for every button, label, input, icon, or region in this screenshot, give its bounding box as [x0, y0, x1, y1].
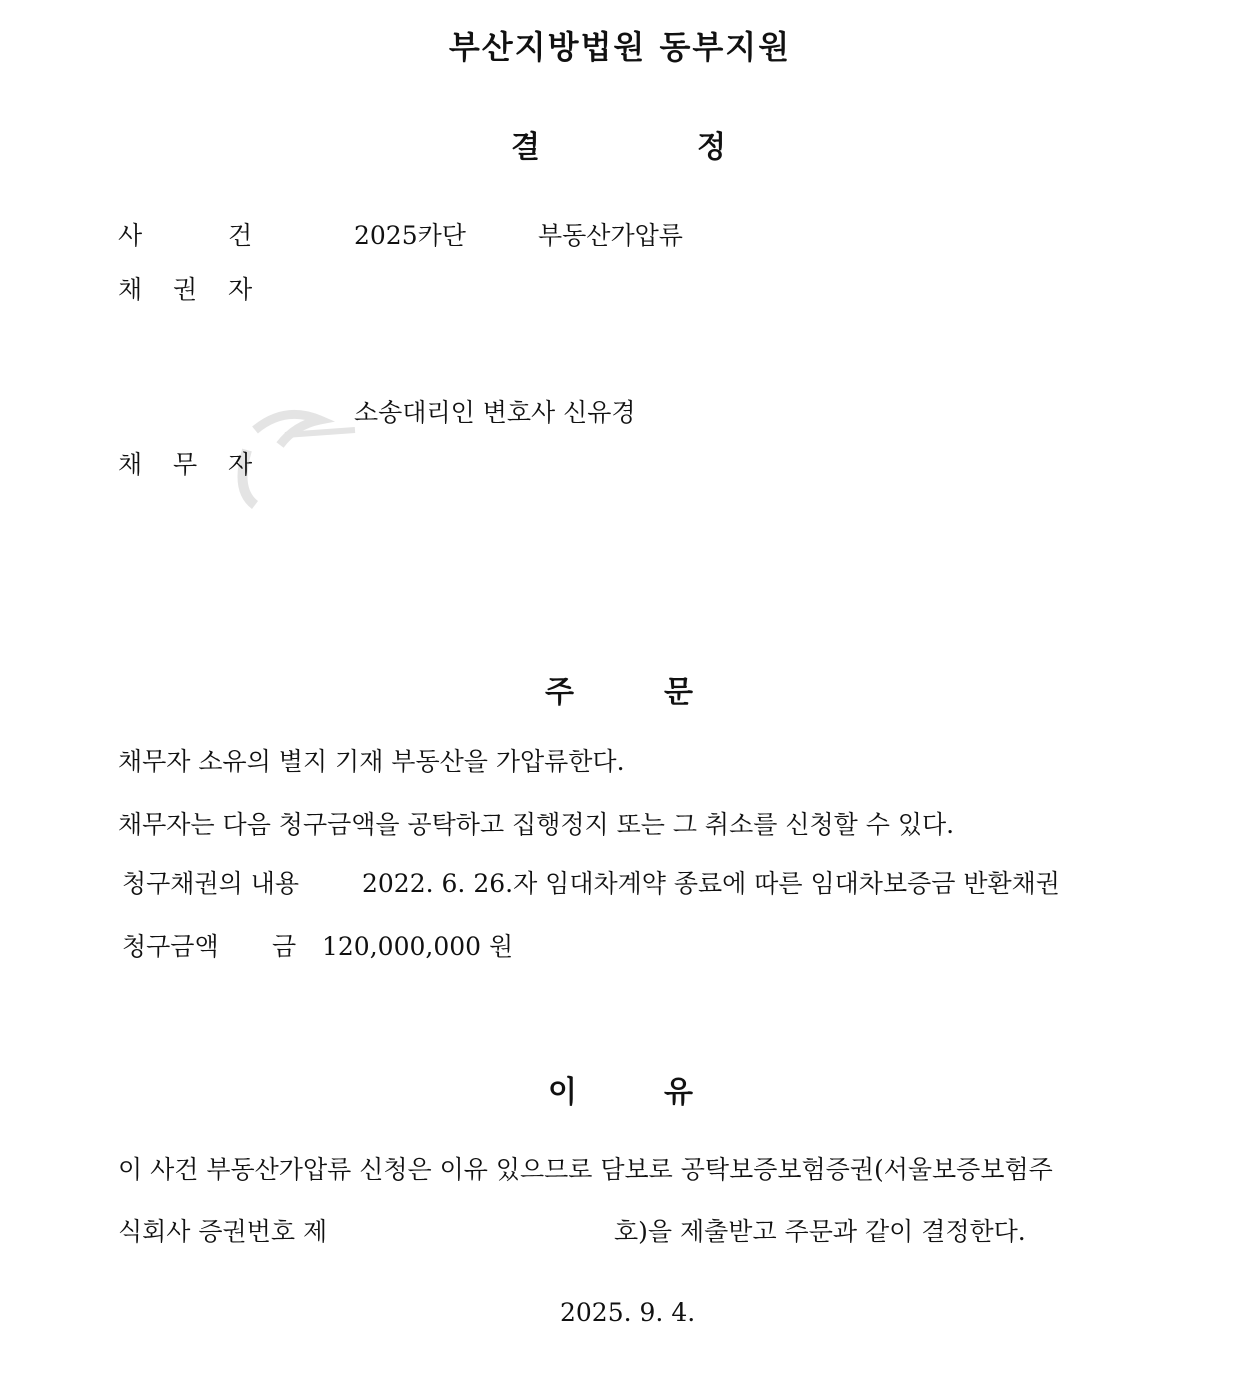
debtor-label-char-1: 채	[118, 450, 143, 479]
reason-heading-char-1: 이	[548, 1075, 577, 1110]
reason-line-2-end: 호)을 제출받고 주문과 같이 결정한다.	[614, 1217, 1026, 1246]
title-char-2: 정	[697, 130, 726, 165]
order-heading-char-1: 주	[545, 675, 574, 710]
case-label-char-1: 사	[118, 221, 143, 250]
creditor-label-char-1: 채	[118, 275, 143, 304]
claim-content-value: 2022. 6. 26.자 임대차계약 종료에 따른 임대차보증금 반환채권	[362, 869, 1060, 898]
case-name: 부동산가압류	[538, 221, 683, 250]
court-name: 부산지방법원 동부지원	[448, 28, 792, 66]
creditor-label-char-3: 자	[228, 275, 253, 304]
case-number: 2025카단	[354, 221, 466, 250]
order-heading-char-2: 문	[664, 675, 693, 710]
claim-content-label: 청구채권의 내용	[122, 869, 299, 898]
reason-line-1: 이 사건 부동산가압류 신청은 이유 있으므로 담보로 공탁보증보험증권(서울보증보험주	[118, 1155, 1053, 1184]
claim-amount-label: 청구금액	[122, 932, 219, 961]
order-line-1: 채무자 소유의 별지 기재 부동산을 가압류한다.	[118, 747, 625, 776]
reason-line-2-start: 식회사 증권번호 제	[118, 1217, 328, 1246]
claim-amount-value: 120,000,000 원	[322, 932, 514, 961]
debtor-label-char-3: 자	[228, 450, 253, 479]
reason-heading-char-2: 유	[664, 1075, 693, 1110]
creditor-label-char-2: 권	[173, 275, 198, 304]
decision-date: 2025. 9. 4.	[560, 1298, 696, 1327]
claim-amount-prefix: 금	[272, 932, 297, 961]
attorney: 소송대리인 변호사 신유경	[354, 398, 636, 427]
case-label-char-2: 건	[228, 221, 253, 250]
debtor-label-char-2: 무	[173, 450, 198, 479]
title-char-1: 결	[511, 130, 540, 165]
order-line-2: 채무자는 다음 청구금액을 공탁하고 집행정지 또는 그 취소를 신청할 수 있다.	[118, 810, 955, 839]
